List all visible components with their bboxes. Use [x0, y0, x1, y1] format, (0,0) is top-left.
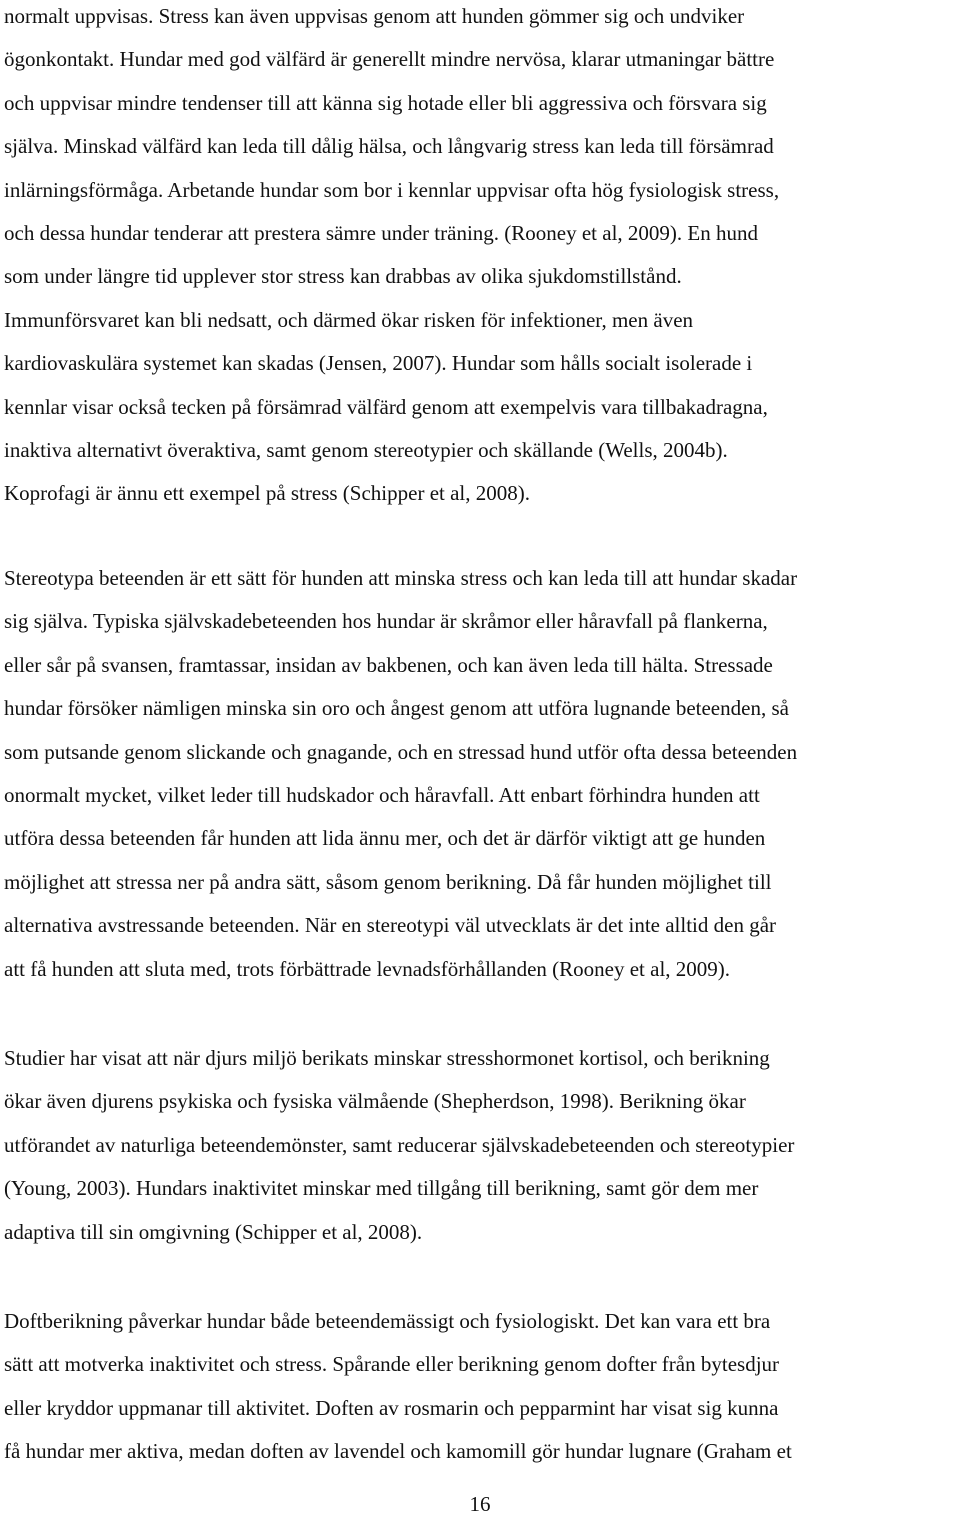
text-line: kennlar visar också tecken på försämrad välfärd genom att exempelvis vara tillbakadragna,	[4, 394, 768, 419]
text-line: inaktiva alternativt överaktiva, samt genom stereotypier och skällande (Wells, 2004b).	[4, 437, 728, 462]
text-line: adaptiva till sin omgivning (Schipper et al, 2008).	[4, 1219, 423, 1244]
text-line: möjlighet att stressa ner på andra sätt, såsom genom berikning. Då får hunden möjlighet till	[4, 869, 772, 894]
page-number: 16	[469, 1492, 491, 1516]
text-line: och dessa hundar tenderar att prestera sämre under träning. (Rooney et al, 2009). En hund	[4, 220, 758, 245]
text-line: Koprofagi är ännu ett exempel på stress (Schipper et al, 2008).	[4, 481, 530, 506]
paragraph-stress-signs	[4, 0, 779, 516]
text-line: normalt uppvisas. Stress kan även uppvisas genom att hunden gömmer sig och undviker	[4, 4, 745, 28]
paragraph-scent-enrichment	[4, 1300, 792, 1474]
text-line: själva. Minskad välfärd kan leda till dålig hälsa, och långvarig stress kan leda till försämrad	[4, 134, 774, 159]
text-line: Doftberikning påverkar hundar både beteendemässigt och fysiologiskt. Det kan vara ett bra	[4, 1309, 771, 1333]
text-line: kardiovaskulära systemet kan skadas (Jensen, 2007). Hundar som hålls socialt isolerade i	[4, 351, 753, 376]
text-line: som putsande genom slickande och gnagande, och en stressad hund utför ofta dessa beteenden	[4, 739, 798, 764]
text-line: onormalt mycket, vilket leder till hudskador och håravfall. Att enbart förhindra hunden att	[4, 782, 760, 807]
text-line: eller sår på svansen, framtassar, insidan av bakbenen, och kan även leda till hälta. Stressade	[4, 652, 773, 677]
text-line: utföra dessa beteenden får hunden att lida ännu mer, och det är därför viktigt att ge hunden	[4, 826, 766, 851]
text-line: Studier har visat att när djurs miljö berikats minskar stresshormonet kortisol, och berikning	[4, 1046, 770, 1070]
text-line: alternativa avstressande beteenden. När en stereotypi väl utvecklats är det inte alltid den går	[4, 913, 777, 938]
text-line: få hundar mer aktiva, medan doften av lavendel och kamomill gör hundar lugnare (Graham et	[4, 1439, 792, 1464]
text-line: utförandet av naturliga beteendemönster, samt reducerar självskadebeteenden och stereotypier	[4, 1132, 795, 1157]
text-line: (Young, 2003). Hundars inaktivitet minskar med tillgång till berikning, samt gör dem mer	[4, 1176, 759, 1201]
text-line: Stereotypa beteenden är ett sätt för hunden att minska stress och kan leda till att hundar skadar	[4, 566, 798, 590]
text-line: hundar försöker nämligen minska sin oro och ångest genom att utföra lugnande beteenden, så	[4, 696, 789, 721]
text-line: och uppvisar mindre tendenser till att känna sig hotade eller bli aggressiva och försvara sig	[4, 90, 767, 115]
text-line: inlärningsförmåga. Arbetande hundar som bor i kennlar uppvisar ofta hög fysiologisk stress,	[4, 177, 780, 202]
text-line: eller kryddor uppmanar till aktivitet. Doften av rosmarin och pepparmint har visat sig kunna	[4, 1395, 779, 1420]
paragraph-enrichment-studies	[4, 1037, 794, 1254]
text-line: ökar även djurens psykiska och fysiska välmående (Shepherdson, 1998). Berikning ökar	[4, 1089, 746, 1114]
text-line: Immunförsvaret kan bli nedsatt, och därmed ökar risken för infektioner, men även	[4, 307, 694, 332]
text-line: att få hunden att sluta med, trots förbättrade levnadsförhållanden (Rooney et al, 2009).	[4, 956, 731, 981]
paragraph-stereotypic-behaviour	[4, 557, 797, 991]
text-line: sig själva. Typiska självskadebeteenden hos hundar är skråmor eller håravfall på flankerna,	[4, 609, 768, 634]
text-line: som under längre tid upplever stor stress kan drabbas av olika sjukdomstillstånd.	[4, 264, 682, 289]
text-line: ögonkontakt. Hundar med god välfärd är generellt mindre nervösa, klarar utmaningar bättre	[4, 47, 775, 72]
text-line: sätt att motverka inaktivitet och stress. Spårande eller berikning genom dofter från bytesdjur	[4, 1352, 780, 1377]
